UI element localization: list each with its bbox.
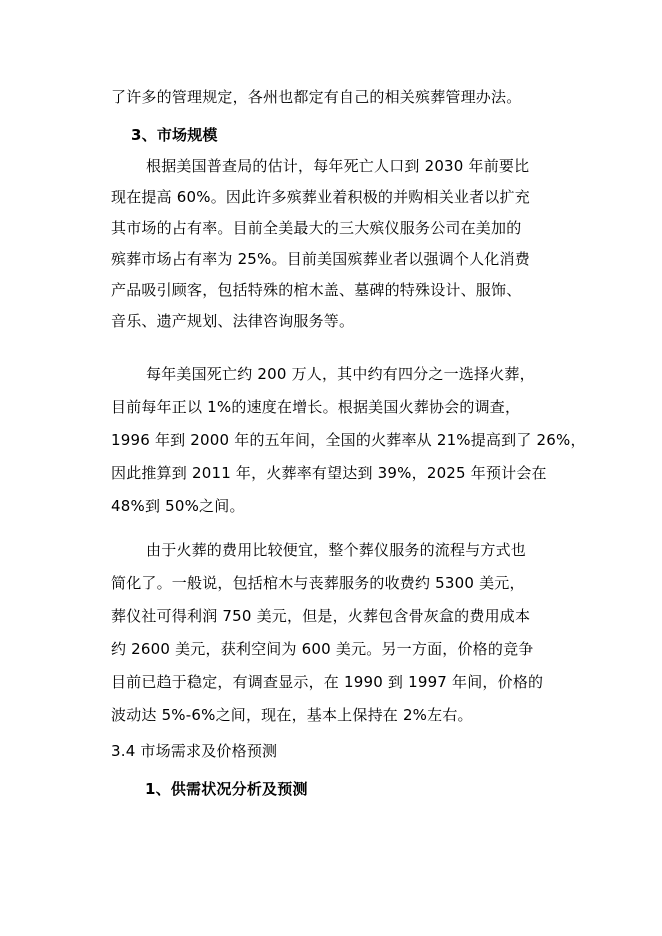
paragraph-line: 殡葬市场占有率为 25%。目前美国殡葬业者以强调个人化消费 [111,250,530,268]
paragraph-line: 约 2600 美元，获利空间为 600 美元。另一方面，价格的竞争 [111,640,534,658]
paragraph-line: 了许多的管理规定，各州也都定有自己的相关殡葬管理办法。 [111,88,522,106]
paragraph-line: 现在提高 60%。因此许多殡葬业着积极的并购相关业者以扩充 [111,188,530,206]
section-heading-market-demand: 3.4 市场需求及价格预测 [111,742,278,760]
paragraph-line: 其市场的占有率。目前全美最大的三大殡仪服务公司在美加的 [111,219,522,237]
paragraph-line: 目前每年正以 1%的速度在增长。根据美国火葬协会的调查， [111,398,521,416]
paragraph-line: 1996 年到 2000 年的五年间，全国的火葬率从 21%提高到了 26%， [111,431,586,449]
section-heading-market-scale: 3、市场规模 [131,126,218,144]
paragraph-line: 每年美国死亡约 200 万人，其中约有四分之一选择火葬， [146,365,535,383]
paragraph-line: 产品吸引顾客，包括特殊的棺木盖、墓碑的特殊设计、服饰、 [111,281,522,299]
paragraph-line: 48%到 50%之间。 [111,497,245,515]
paragraph-line: 因此推算到 2011 年，火葬率有望达到 39%，2025 年预计会在 [111,464,547,482]
paragraph-line: 简化了。一般说，包括棺木与丧葬服务的收费约 5300 美元， [111,574,525,592]
paragraph-line: 目前已趋于稳定，有调查显示，在 1990 到 1997 年间，价格的 [111,673,544,691]
paragraph-line: 由于火葬的费用比较便宜，整个葬仪服务的流程与方式也 [146,541,527,559]
paragraph-line: 波动达 5%-6%之间，现在，基本上保持在 2%左右。 [111,706,473,724]
paragraph-line: 葬仪社可得利润 750 美元，但是，火葬包含骨灰盒的费用成本 [111,607,531,625]
paragraph-line: 根据美国普查局的估计，每年死亡人口到 2030 年前要比 [146,157,530,175]
paragraph-line: 音乐、遗产规划、法律咨询服务等。 [111,312,355,330]
sub-heading-supply-demand: 1、供需状况分析及预测 [145,780,308,798]
